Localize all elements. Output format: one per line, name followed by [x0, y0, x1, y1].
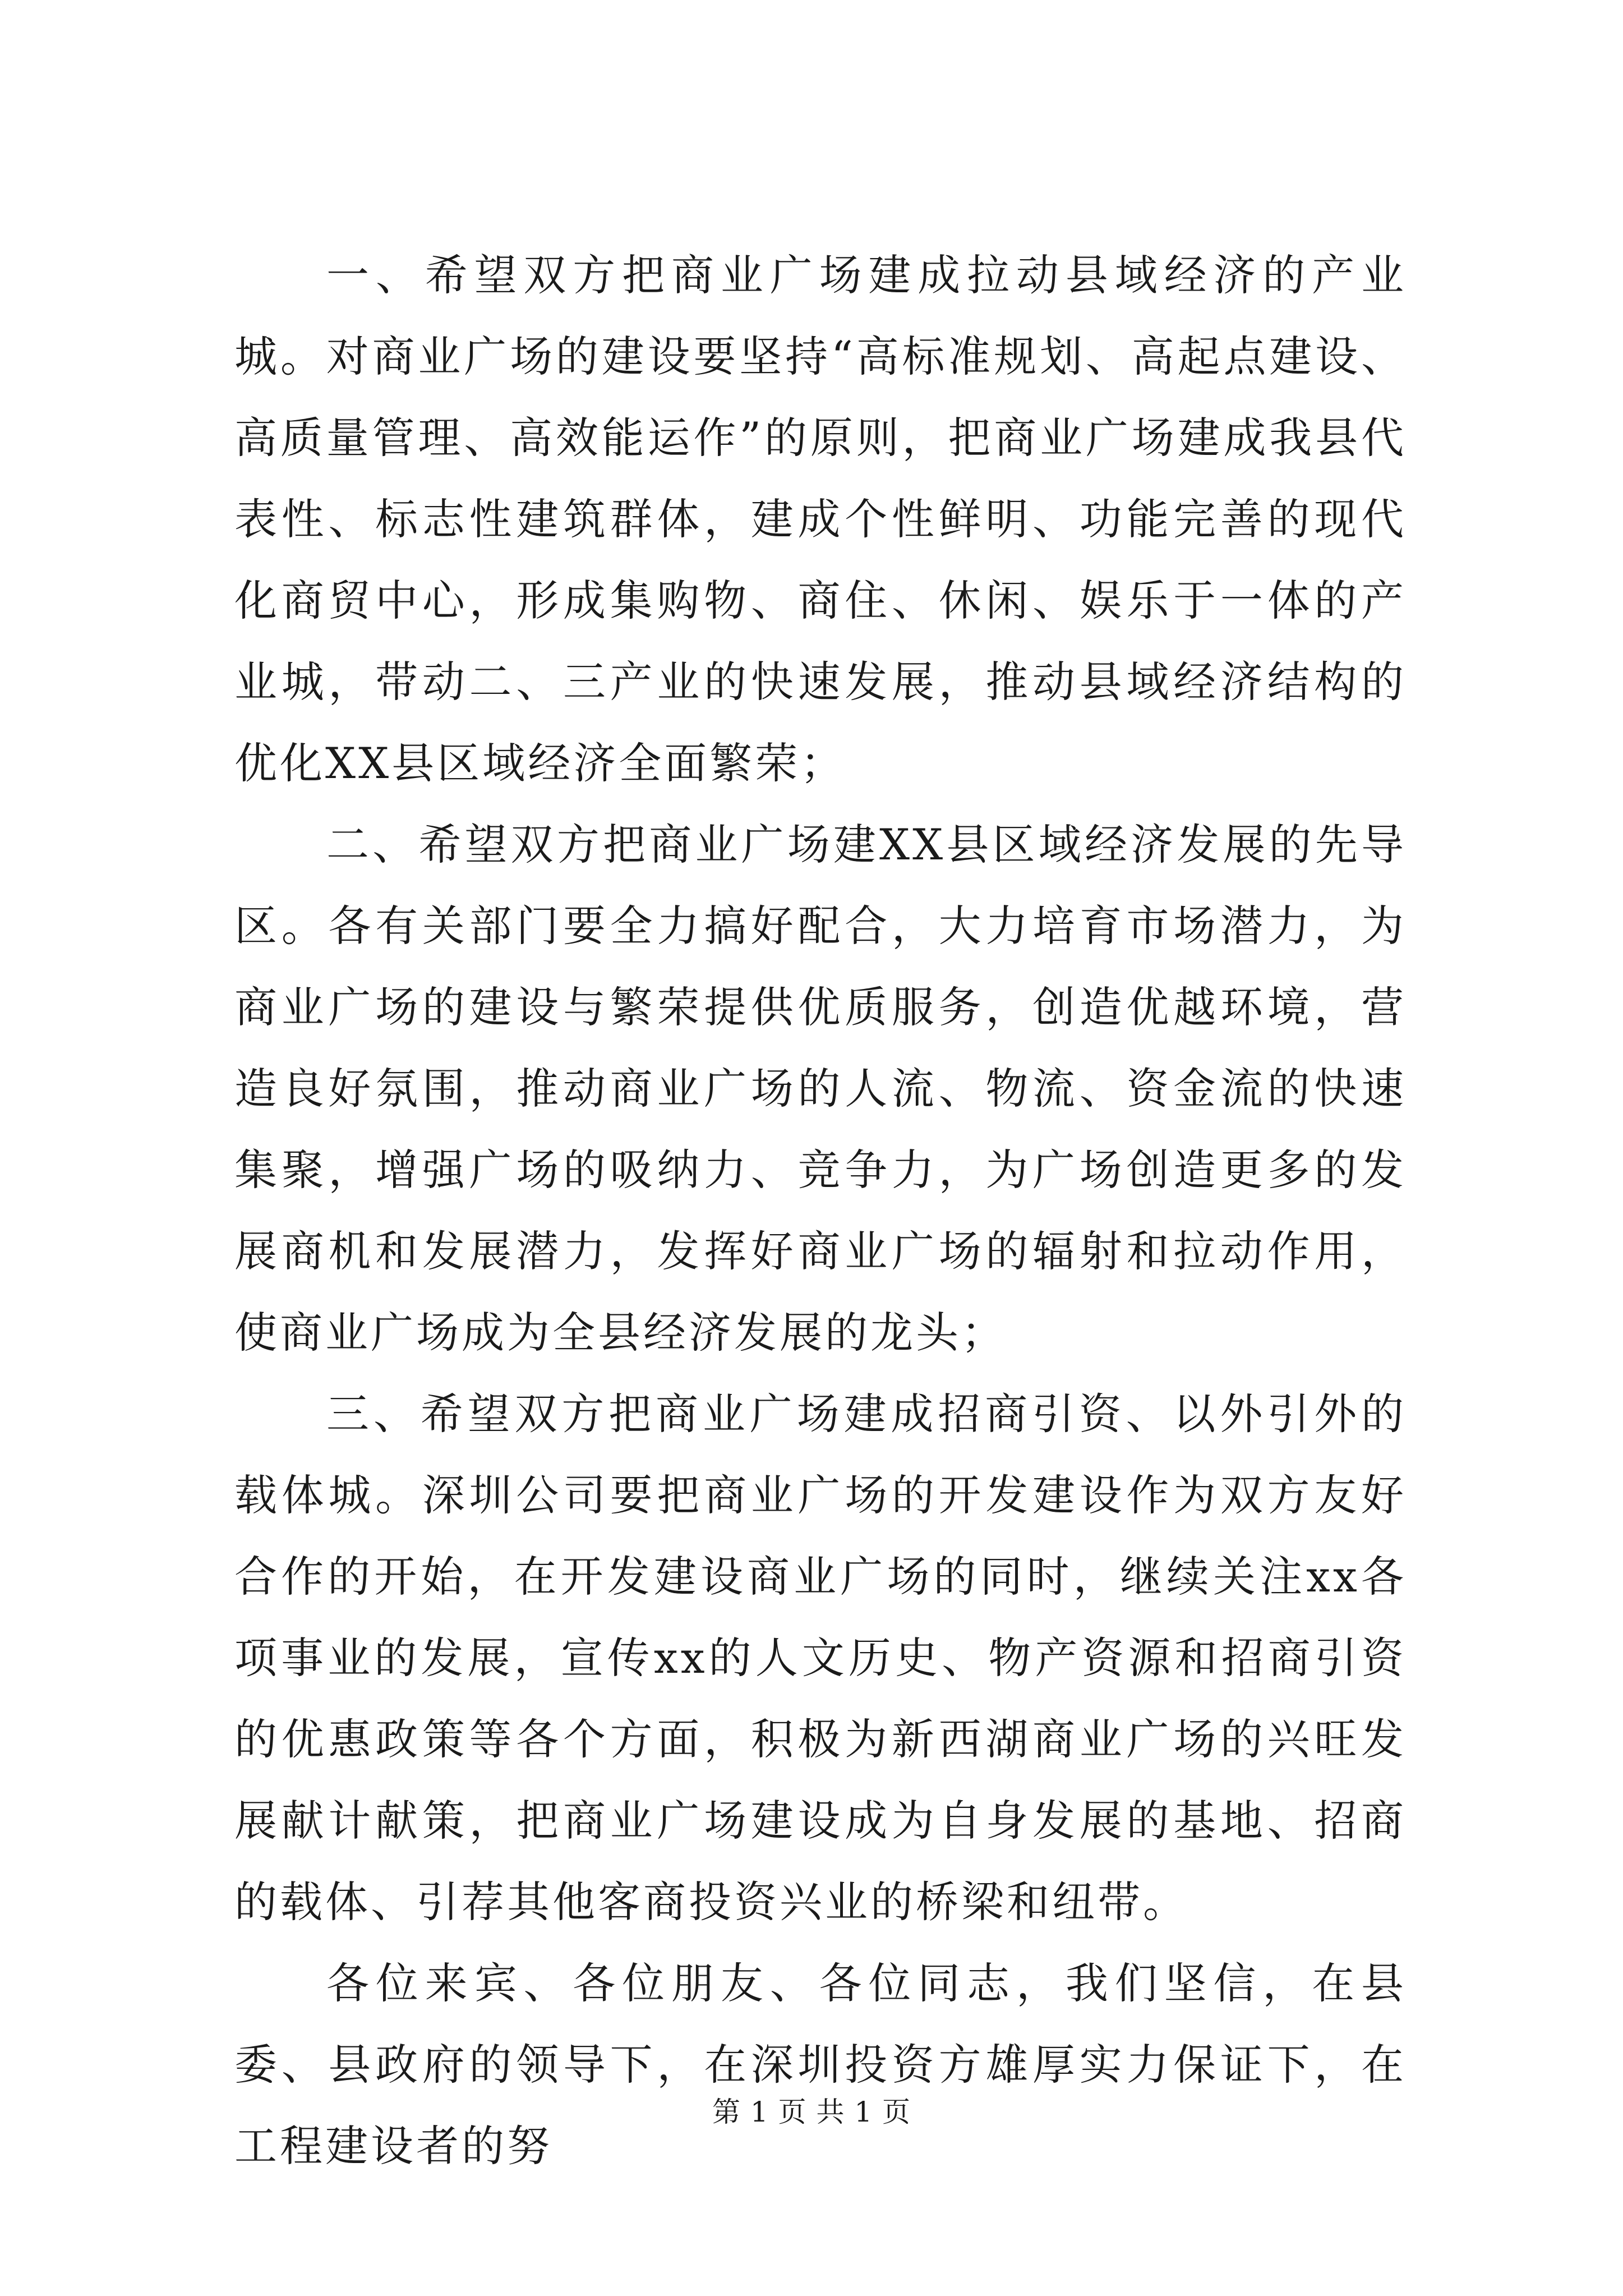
document-body [234, 234, 1407, 2187]
paragraph-1: 一、希望双方把商业广场建成拉动县域经济的产业城。对商业广场的建设要坚持“高标准规划、高起点建设、高质量管理、高效能运作”的原则，把商业广场建成我县代表性、标志性建筑群体，建成个性鲜明、功能完善的现代化商贸中心，形成集购物、商住、休闲、娱乐于一体的产业城，带动二、三产业的快速发展，推动县域经济结构的优化XX县区域经济全面繁荣； [234, 250, 1407, 788]
paragraph-4: 各位来宾、各位朋友、各位同志，我们坚信，在县委、县政府的领导下，在深圳投资方雄厚实力保证下，在工程建设者的努 [234, 1958, 1407, 2171]
paragraph-3: 三、希望双方把商业广场建成招商引资、以外引外的载体城。深圳公司要把商业广场的开发建设作为双方友好合作的开始，在开发建设商业广场的同时，继续关注xx各项事业的发展，宣传xx的人文历史、物产资源和招商引资的优惠政策等各个方面，积极为新西湖商业广场的兴旺发展献计献策，把商业广场建设成为自身发展的基地、招商的载体、引荐其他客商投资兴业的桥梁和纽带。 [234, 1389, 1407, 1927]
paragraph-2: 二、希望双方把商业广场建XX县区域经济发展的先导区。各有关部门要全力搞好配合，大力培育市场潜力，为商业广场的建设与繁荣提供优质服务，创造优越环境，营造良好氛围，推动商业广场的人流、物流、资金流的快速集聚，增强广场的吸纳力、竞争力，为广场创造更多的发展商机和发展潜力，发挥好商业广场的辐射和拉动作用，使商业广场成为全县经济发展的龙头； [234, 820, 1407, 1358]
page-footer: 第 1 页 共 1 页 [712, 2096, 911, 2128]
